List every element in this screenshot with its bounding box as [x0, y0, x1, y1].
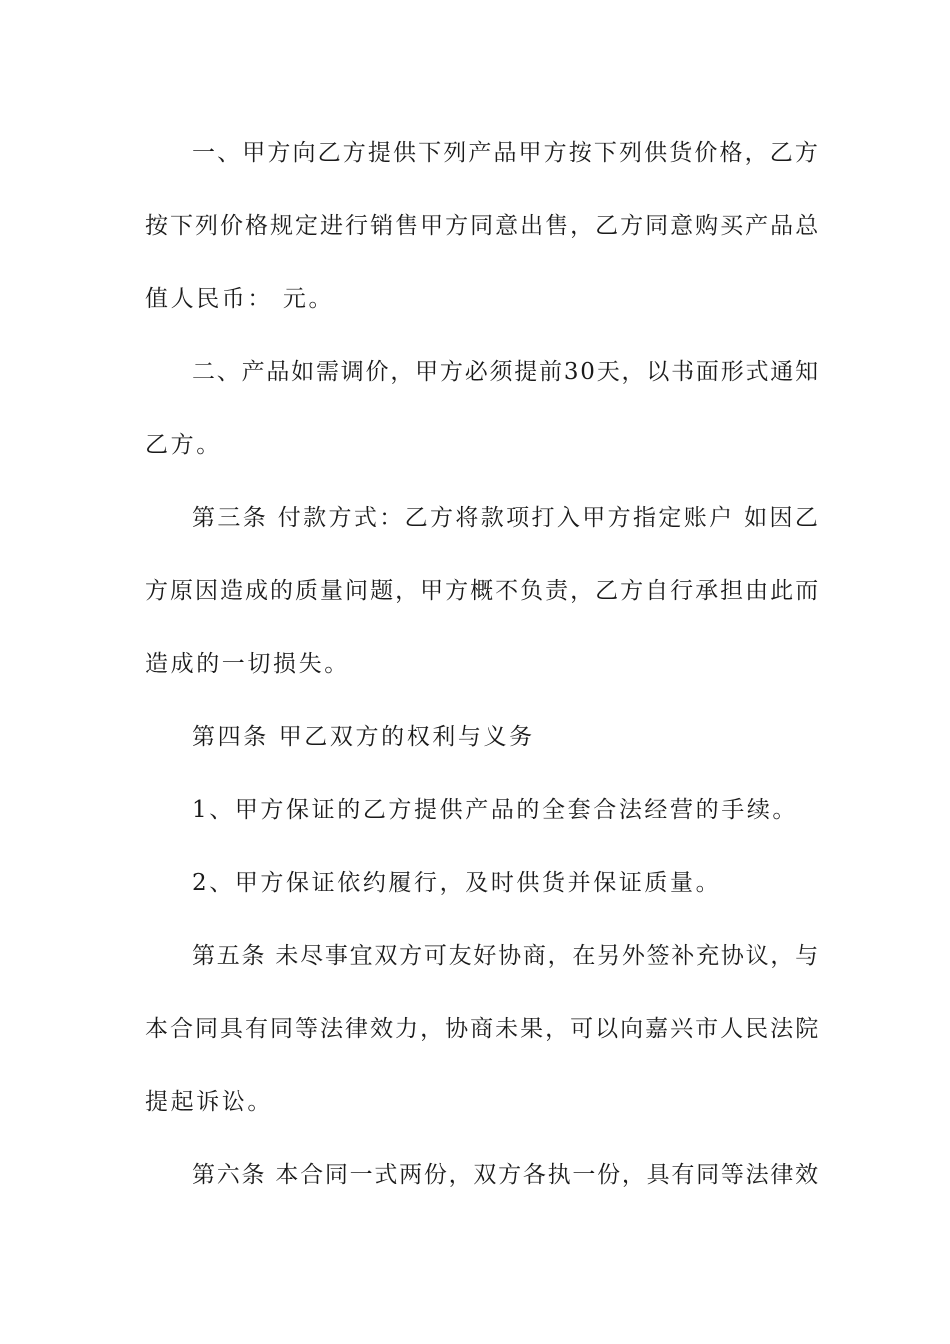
text-line: 第三条 付款方式：乙方将款项打入甲方指定账户 如因乙	[192, 505, 821, 531]
text-line: 一、甲方向乙方提供下列产品甲方按下列供货价格，乙方	[192, 140, 820, 166]
text-line: 值人民币： 元。	[145, 286, 335, 312]
text-line: 1、甲方保证的乙方提供产品的全套合法经营的手续。	[192, 797, 799, 823]
text-line: 提起诉讼。	[145, 1089, 273, 1115]
text-line: 造成的一切损失。	[145, 651, 350, 677]
text-line: 方原因造成的质量问题，甲方概不负责，乙方自行承担由此而	[145, 578, 821, 604]
text-line: 本合同具有同等法律效力，协商未果，可以向嘉兴市人民法院	[145, 1016, 821, 1042]
text-line: 2、甲方保证依约履行，及时供货并保证质量。	[192, 870, 722, 896]
text-line: 二、产品如需调价，甲方必须提前30天，以书面形式通知	[192, 359, 820, 385]
text-line: 第四条 甲乙双方的权利与义务	[192, 724, 535, 750]
text-line: 按下列价格规定进行销售甲方同意出售，乙方同意购买产品总	[145, 213, 821, 239]
text-line: 乙方。	[145, 432, 222, 458]
text-line: 第五条 未尽事宜双方可友好协商，在另外签补充协议，与	[192, 943, 820, 969]
text-line: 第六条 本合同一式两份，双方各执一份，具有同等法律效	[192, 1162, 820, 1188]
